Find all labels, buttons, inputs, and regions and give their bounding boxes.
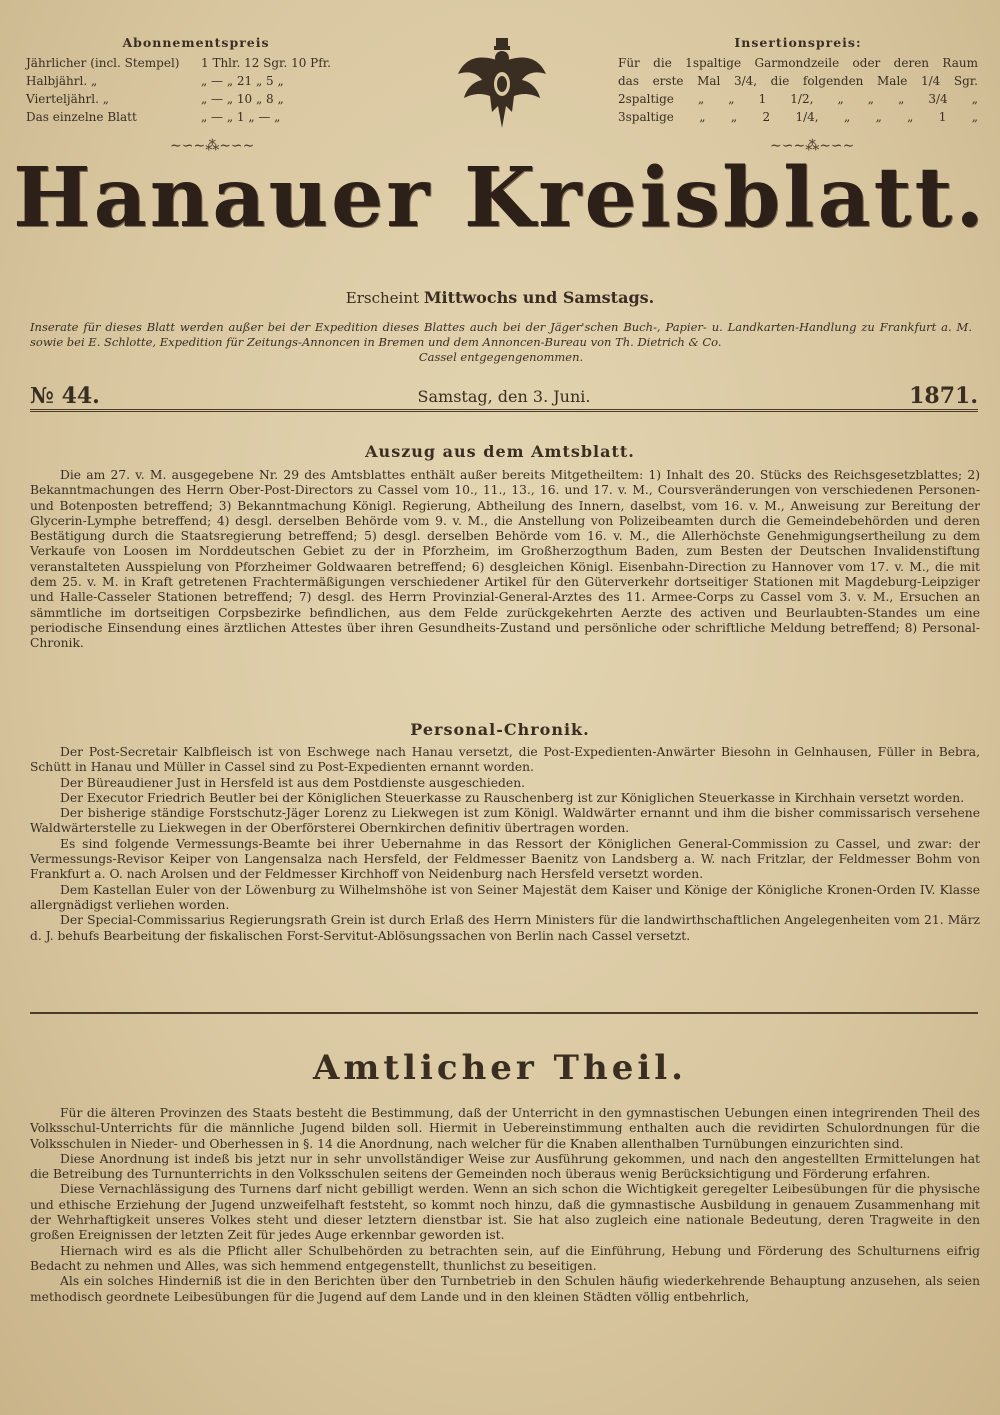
price-label: Halbjährl. „: [26, 74, 98, 88]
section-divider: [30, 1012, 978, 1014]
paragraph: Der Büreaudiener Just in Hersfeld ist aus dem Postdienste ausgeschieden.: [60, 775, 526, 790]
paragraph: Der Special-Commissarius Regierungsrath Grein ist durch Erlaß des Herrn Ministers für die landwirthschaftlichen Angelegenheiten vom 21. März d. J. behufs Bearbeitung der fiskalischen Forst-Servitut-Ablösungssachen von Berlin nach Cassel versetzt.: [30, 913, 980, 943]
paragraph: Diese Vernachlässigung des Turnens darf nicht gebilligt werden. Wenn an sich schon die Wichtigkeit geregelter Leibesübungen für die physische und ethische Erziehung der Jugend unzweifelhaft feststeht, so kommt noch hinzu, daß die gymnastische Ausbildung in genauem Zusammenhang mit der Wehrhaftigkeit unseres Volkes steht und dieser letztern dienstbar ist. Sie hat also zugleich eine nationale Bedeutung, deren Tragweite in den großen Ereignissen der letzten Zeit für jedes Auge erkennbar geworden ist.: [30, 1182, 980, 1243]
price-label: Jährlicher (incl. Stempel): [26, 56, 180, 70]
insertion-line: 2spaltige „ „ 1 1/2, „ „ „ 3/4 „: [618, 92, 978, 106]
issue-number: № 44.: [30, 383, 100, 409]
price-row: [26, 108, 366, 126]
price-value: „ — „ 10 „ 8 „: [201, 92, 284, 106]
insertion-line: 3spaltige „ „ 2 1/4, „ „ „ 1 „: [618, 110, 978, 124]
issue-year: 1871.: [909, 383, 978, 409]
subscription-heading: Abonnementspreis: [122, 35, 270, 50]
price-row: [26, 90, 366, 108]
paragraph: Der Post-Secretair Kalbfleisch ist von Eschwege nach Hanau versetzt, die Post-Expedienten-Anwärter Biesohn in Gelnhausen, Füller in Bebra, Schütt in Hanau und Müller in Cassel sind zu Post-Expedienten ernannt worden.: [30, 745, 980, 775]
insertion-heading: Insertionspreis:: [734, 35, 862, 50]
personal-chronik-body: [30, 745, 980, 944]
advert-note: [30, 320, 972, 365]
subscription-prices: [26, 34, 366, 126]
header-row: [0, 34, 1000, 144]
price-label: Vierteljährl. „: [26, 92, 109, 106]
paragraph: Die am 27. v. M. ausgegebene Nr. 29 des Amtsblattes enthält außer bereits Mitgetheiltem: 1) Inhalt des 20. Stücks des Reichsgesetzblattes; 2) Bekanntmachungen des Herrn Ober-Post-Directors zu Cassel vom 10., 11., 13., 16. und 17. v. M., Coursveränderungen von verschiedenen Personen- und Botenposten betreffend; 3) Bekanntmachung Königl. Regierung, Abtheilung des Innern, daselbst, vom 16. v. M., Anweisung zur Bereitung der Glycerin-Lymphe betreffend; 4) desgl. derselben Behörde vom 9. v. M., die Anstellung von Polizeibeamten durch die Gemeindebehörden und deren Bestätigung durch die Staatsregierung betreffend; 5) desgl. derselben Behörde vom 16. v. M., die Allerhöchste Genehmigungsertheilung zu dem Verkaufe von Loosen im Norddeutschen Gebiet zu der in Pforzheim, im Großherzogthum Baden, zum Besten der Deutschen Invalidenstiftung veranstalteten Ausspielung von Pforzheimer Goldwaaren betreffend; 6) desgleichen Königl. Eisenbahn-Direction zu Hannover vom 17. v. M., die mit dem 25. v. M. in Kraft getretenen Frachtermäßigungen verschiedener Artikel für den Güterverkehr dortseitiger Stationen mit Magdeburg-Leipziger und Halle-Casseler Stationen betreffend; 7) desgl. des Herrn Provinzial-General-Arztes des 11. Armee-Corps zu Cassel vom 3. v. M., Ersuchen an sämmtliche im dortseitigen Corpsbezirke befindlichen, aus dem Felde zurückgekehrten Aerzte des activen und Beurlaubten-Standes um eine periodische Einsendung eines ärztlichen Attestes über ihren Gesundheits-Zustand und persönliche oder schriftliche Meldung betreffend; 8) Personal-Chronik.: [30, 468, 980, 651]
price-row: [26, 72, 366, 90]
issue-date: Samstag, den 3. Juni.: [417, 387, 591, 406]
price-value: „ — „ 1 „ — „: [201, 110, 281, 124]
paragraph: Der Executor Friedrich Beutler bei der Königlichen Steuerkasse zu Rauschenberg ist zur Königlichen Steuerkasse in Kirchhain versetzt worden.: [60, 790, 965, 805]
paragraph: Es sind folgende Vermessungs-Beamte bei ihrer Uebernahme in das Ressort der Königlichen General-Commission zu Cassel, und zwar: der Vermessungs-Revisor Keiper von Langensalza nach Hersfeld, der Feldmesser Baenitz von Landsberg a. W. nach Fritzlar, der Feldmesser Bohm von Frankfurt a. O. nach Arolsen und der Feldmesser Kirchhoff von Neidenburg nach Hersfeld versetzt worden.: [30, 836, 980, 882]
advert-note-last: Cassel entgegengenommen.: [418, 350, 584, 364]
section-title-amtlicher-theil: Amtlicher Theil.: [312, 1048, 688, 1088]
insertion-prices: [618, 34, 978, 126]
paragraph: Der bisherige ständige Forstschutz-Jäger Lorenz zu Liekwegen ist zum Königl. Waldwärter ernannt und ihm die bisher commissarisch versehene Waldwärterstelle zu Liekwegen in der Oberförsterei Obernkirchen definitiv übertragen worden.: [30, 806, 980, 836]
publication-days: [0, 288, 1000, 307]
paragraph: Als ein solches Hinderniß ist die in den Berichten über den Turnbetrieb in den Schulen häufig wiederkehrende Behauptung anzusehen, als seien methodisch geordnete Leibesübungen für die Jugend auf dem Lande und in den kleinen Städten völlig entbehrlich,: [30, 1274, 980, 1304]
price-value: „ — „ 21 „ 5 „: [201, 74, 284, 88]
insertion-line: das erste Mal 3/4, die folgenden Male 1/4 Sgr.: [618, 74, 978, 88]
paragraph: Dem Kastellan Euler von der Löwenburg zu Wilhelmshöhe ist von Seiner Majestät dem Kaiser und Könige der Königliche Kronen-Orden IV. Klasse allergnädigst verliehen worden.: [30, 882, 980, 912]
flourish-ornament-icon: ∼∽∼⁂∼∽∼: [770, 138, 855, 154]
appears-days: Mittwochs und Samstags.: [423, 288, 655, 307]
amtlicher-theil-body: [30, 1106, 980, 1305]
price-row: [26, 54, 366, 72]
paragraph: Hiernach wird es als die Pflicht aller Schulbehörden zu betrachten sein, auf die Einführung, Hebung und Förderung des Schulturnens eifrig Bedacht zu nehmen und Alles, was sich hemmend entgegenstellt, thunlichst zu beseitigen.: [30, 1243, 980, 1273]
amtsblatt-body: [30, 468, 980, 652]
paragraph: Diese Anordnung ist indeß bis jetzt nur in sehr unvollständiger Weise zur Ausführung gekommen, und nach den angestellten Ermittelungen hat die Betreibung des Turnunterrichts in den Volksschulen seitens der Gemeinden noch überaus wenig Berücksichtigung und Förderung erfahren.: [30, 1151, 980, 1182]
paragraph: Für die älteren Provinzen des Staats besteht die Bestimmung, daß der Unterricht in den gymnastischen Uebungen einen integrirenden Theil des Volksschul-Unterrichts für die männliche Jugend bilden soll. Hiermit in Uebereinstimmung enthalten auch die revidirten Schulordnungen für die Volksschulen in Nieder- und Oberhessen in §. 14 die Anordnung, nach welcher für die Knaben allenthalben Turnübungen einzurichten sind.: [30, 1106, 980, 1151]
section-title-amtsblatt: Auszug aus dem Amtsblatt.: [365, 442, 635, 461]
section-title-personal-chronik: Personal-Chronik.: [410, 720, 590, 739]
issue-bar: [30, 383, 978, 412]
flourish-ornament-icon: ∼∽∼⁂∼∽∼: [170, 138, 255, 154]
price-label: Das einzelne Blatt: [26, 110, 137, 124]
appears-prefix: Erscheint: [345, 289, 420, 307]
prussian-eagle-icon: [452, 34, 552, 134]
masthead-title: Hanauer Kreisblatt.: [13, 150, 987, 246]
advert-note-text: Inserate für dieses Blatt werden außer bei der Expedition dieses Blattes auch bei der Jäger'schen Buch-, Papier- u. Landkarten-Handlung zu Frankfurt a. M. sowie bei E. Schlotte, Expedition für Zeitungs-Annoncen in Bremen und dem Annoncen-Bureau von Th. Dietrich & Co.: [30, 320, 972, 349]
price-value: 1 Thlr. 12 Sgr. 10 Pfr.: [201, 56, 331, 70]
insertion-line: Für die 1spaltige Garmondzeile oder deren Raum: [618, 56, 978, 70]
